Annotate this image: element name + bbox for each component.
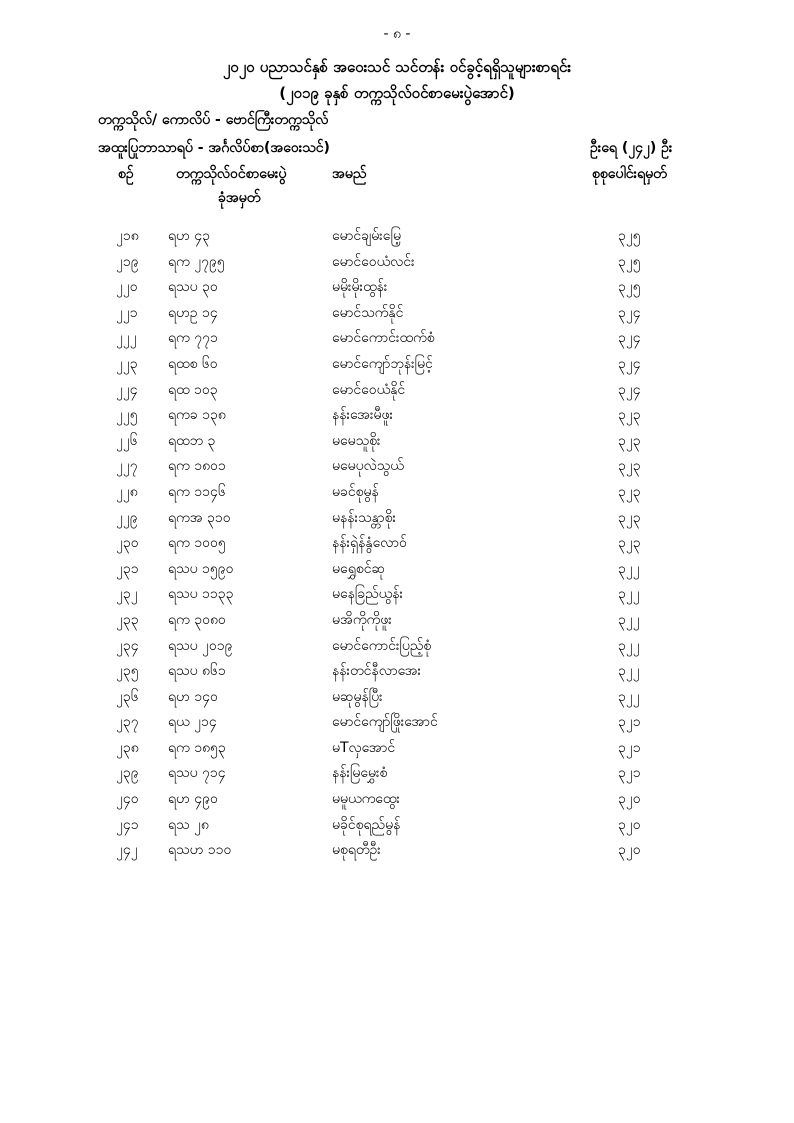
total-marks: ၃၂၂ — [618, 688, 640, 705]
exam-no: ရသပ ၈၆၁ — [168, 663, 226, 680]
total-marks: ၃၂၁ — [618, 739, 641, 756]
total-marks: ၃၂၃ — [618, 509, 641, 526]
table-row — [0, 350, 794, 376]
serial-no: ၂၂၆ — [116, 432, 138, 449]
student-name: မောင်ဝေယံလင်း — [332, 253, 415, 270]
student-name: မောင်ကျော်ဘုန်းမြင့် — [332, 355, 433, 372]
table-row — [0, 299, 794, 325]
exam-no: ရဟ ၁၄၀ — [168, 688, 218, 705]
exam-no: ရက ၁၁၄၆ — [168, 483, 226, 500]
total-marks: ၃၂၅ — [618, 253, 641, 270]
total-marks: ၃၂၄ — [618, 330, 641, 347]
student-name: မမေပုလဲသွယ် — [332, 458, 404, 475]
table-row — [0, 273, 794, 299]
serial-no: ၂၂၁ — [116, 304, 138, 321]
serial-no: ၂၃၈ — [116, 739, 139, 756]
header-total-marks: စုစုပေါင်းရမှတ် — [592, 166, 667, 182]
exam-no: ရဟဥ ၁၄ — [168, 304, 218, 321]
table-row — [0, 376, 794, 402]
table-row — [0, 836, 794, 862]
serial-no: ၂၂၂ — [116, 330, 137, 347]
table-row — [0, 734, 794, 760]
exam-no: ရသပ ၁၁၃၃ — [168, 586, 234, 603]
total-marks: ၃၂၀ — [618, 791, 641, 808]
major-line: အထူးပြုဘာသာရပ် - အင်္ဂလိပ်စာ(အဝေးသင်) — [98, 140, 330, 156]
exam-no: ရဟ ၄၉၀ — [168, 791, 218, 808]
student-name: နန်းတင်နီလာအေး — [332, 663, 422, 680]
student-name: မမူယကထွေး — [332, 791, 400, 808]
total-marks: ၃၂၀ — [618, 816, 641, 833]
serial-no: ၂၃၅ — [116, 663, 139, 680]
exam-no: ရထစ ၆၀ — [168, 355, 218, 372]
serial-no: ၂၃၄ — [116, 637, 139, 654]
table-row — [0, 452, 794, 478]
table-row — [0, 248, 794, 274]
serial-no: ၂၄၀ — [116, 791, 139, 808]
student-name: မနန်းသန္တာစိုး — [332, 509, 396, 526]
header-name: အမည် — [332, 166, 367, 182]
student-name: မနေခြည်ယွန်း — [332, 586, 403, 603]
table-row — [0, 529, 794, 555]
serial-no: ၂၃၉ — [116, 765, 139, 782]
student-name: မခိုင်စုရည်မွန် — [332, 816, 401, 833]
student-name: မောင်ကောင်းပြည့်စုံ — [332, 637, 432, 654]
header-exam-no: တက္ကသိုလ်ဝင်စာမေးပွဲ — [176, 166, 287, 182]
exam-no: ရကခ ၁၃၈ — [168, 407, 226, 424]
total-marks: ၃၂၅ — [618, 279, 641, 296]
total-marks: ၃၂၃ — [618, 483, 641, 500]
total-marks: ၃၂၂ — [618, 560, 640, 577]
total-marks: ၃၂၂ — [618, 611, 640, 628]
header-serial-no: စဉ် — [118, 166, 134, 182]
total-marks: ၃၂၄ — [618, 304, 641, 321]
table-row — [0, 657, 794, 683]
table-row — [0, 555, 794, 581]
student-name: မမေသူစိုး — [332, 432, 381, 449]
student-name: မောင်သက်နိုင် — [332, 304, 404, 321]
serial-no: ၂၃၆ — [116, 688, 139, 705]
serial-no: ၂၂၄ — [116, 381, 138, 398]
exam-no: ရထဘ ၃ — [168, 432, 216, 449]
total-marks: ၃၂၃ — [618, 432, 641, 449]
total-marks: ၃၂၁ — [618, 714, 641, 731]
exam-no: ရသပ ၇၁၄ — [168, 765, 226, 782]
exam-no: ရသပ ၁၅၉၀ — [168, 560, 234, 577]
student-list — [0, 222, 794, 862]
table-row — [0, 324, 794, 350]
table-row — [0, 580, 794, 606]
serial-no: ၂၁၉ — [116, 253, 139, 270]
serial-no: ၂၂၅ — [116, 407, 138, 424]
exam-no: ရသပ ၂၀၁၉ — [168, 637, 233, 654]
table-row — [0, 478, 794, 504]
serial-no: ၂၃၁ — [116, 560, 139, 577]
total-marks: ၃၂၁ — [618, 765, 641, 782]
serial-no: ၂၁၈ — [116, 228, 139, 244]
serial-no: ၂၂၀ — [116, 279, 138, 296]
student-name: မောင်ကျော်ဖြိုးအောင် — [332, 714, 438, 731]
total-marks: ၃၂၃ — [618, 458, 641, 475]
serial-no: ၂၃၇ — [116, 714, 139, 731]
student-name: မောင်ချမ်းမြေ့ — [332, 228, 401, 244]
exam-no: ရက ၇၇၁ — [168, 330, 218, 347]
student-name: မTလှအောင် — [332, 739, 396, 756]
student-name: မောင်ကောင်းထက်စံ — [332, 330, 435, 347]
student-name: မောင်ဝေယံနိုင် — [332, 381, 406, 398]
student-name: နန်းမြမွှေးစံ — [332, 765, 388, 782]
exam-no: ရက ၂၇၉၅ — [168, 253, 225, 270]
student-name: မဆုမွန်ပြီး — [332, 688, 383, 705]
exam-no: ရက ၁၈၅၃ — [168, 739, 226, 756]
serial-no: ၂၂၉ — [116, 509, 138, 526]
exam-no: ရယ ၂၁၄ — [168, 714, 217, 731]
serial-no: ၂၄၁ — [116, 816, 139, 833]
student-name: မအိကိုကိုဖူး — [332, 611, 392, 628]
table-row — [0, 504, 794, 530]
exam-no: ရသပ ၃၀ — [168, 279, 218, 296]
total-marks: ၃၂၃ — [618, 535, 641, 552]
total-marks: ၃၂၄ — [618, 381, 641, 398]
total-marks: ၃၂၂ — [618, 637, 640, 654]
student-name: မခင်စုမွန် — [332, 483, 379, 500]
serial-no: ၂၂၃ — [116, 355, 138, 372]
table-row — [0, 785, 794, 811]
exam-no: ရသဟ ၁၁၀ — [168, 842, 232, 859]
student-name: နန်းရှဲန်နွံလောဝ် — [332, 535, 407, 552]
student-count: ဦးရေ (၂၄၂) ဦး — [590, 140, 673, 156]
serial-no: ၂၂၇ — [116, 458, 138, 475]
exam-no: ရက ၃၀၈၀ — [168, 611, 226, 628]
table-row — [0, 632, 794, 658]
total-marks: ၃၂၃ — [618, 407, 641, 424]
total-marks: ၃၂၅ — [618, 228, 641, 244]
exam-no: ရက ၁၈၀၁ — [168, 458, 226, 475]
serial-no: ၂၃၃ — [116, 611, 139, 628]
serial-no: ၂၂၈ — [116, 483, 138, 500]
page-number: - ၈ - — [383, 26, 411, 42]
serial-no: ၂၃၀ — [116, 535, 139, 552]
document-subtitle: (၂၀၁၉ ခုနှစ် တက္ကသိုလ်ဝင်စာမေးပွဲအောင်) — [279, 84, 515, 102]
student-name: မမိုးမိုးထွန်း — [332, 279, 388, 296]
exam-no: ရထ ၁၀၃ — [168, 381, 218, 398]
student-name: နန်းအေးမီဖူး — [332, 407, 394, 424]
serial-no: ၂၃၂ — [116, 586, 138, 603]
table-row — [0, 401, 794, 427]
total-marks: ၃၂၂ — [618, 663, 640, 680]
exam-no: ရကအ ၃၁၀ — [168, 509, 231, 526]
exam-no: ရက ၁၀၀၅ — [168, 535, 226, 552]
document-title: ၂၀၂၀ ပညာသင်နှစ် အဝေးသင် သင်တန်း ဝင်ခွင့်ရရှိသူများစာရင်း — [222, 58, 572, 76]
serial-no: ၂၄၂ — [116, 842, 138, 859]
exam-no: ရဟ ၄၃ — [168, 228, 210, 244]
student-name: မစုရတီဦး — [332, 842, 381, 859]
total-marks: ၃၂၂ — [618, 586, 640, 603]
total-marks: ၃၂၄ — [618, 355, 641, 372]
table-row — [0, 811, 794, 837]
student-name: မရွှေစင်ဆု — [332, 560, 386, 577]
university-line: တက္ကသိုလ်/ ကောလိပ် - ဗောင်ကြီးတက္ကသိုလ် — [98, 112, 329, 128]
table-row — [0, 427, 794, 453]
table-row — [0, 759, 794, 785]
table-row — [0, 606, 794, 632]
table-row — [0, 683, 794, 709]
header-exam-no-line2: ခုံအမှတ် — [218, 190, 261, 206]
exam-no: ရသ ၂၈ — [168, 816, 209, 833]
table-row — [0, 222, 794, 248]
total-marks: ၃၂၀ — [618, 842, 641, 859]
table-row — [0, 708, 794, 734]
